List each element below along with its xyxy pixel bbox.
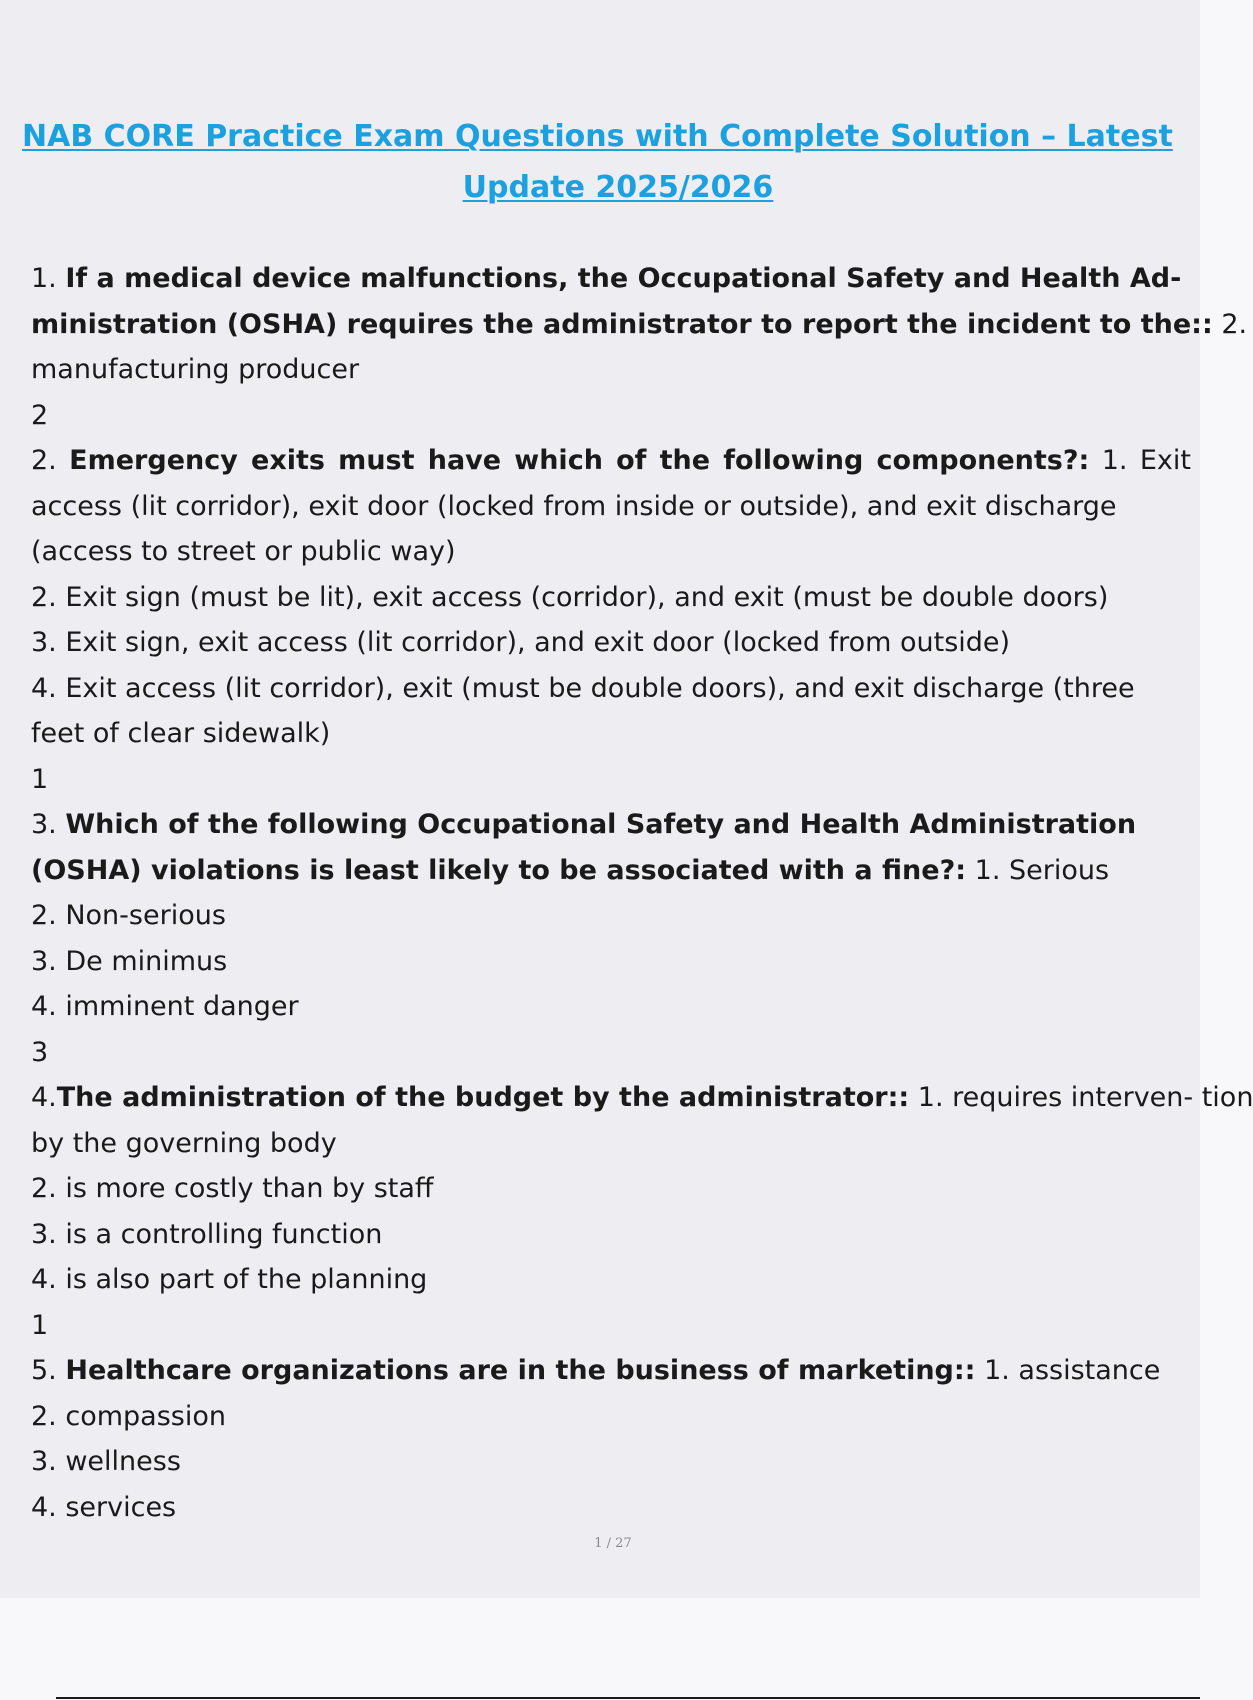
question-3-line-1: 3. Which of the following Occupational Safety and Health Administration <box>31 809 1137 840</box>
question-3-answer: 3 <box>31 1036 49 1068</box>
page-indicator: 1 / 27 <box>594 1536 632 1551</box>
question-1-answer: 2 <box>31 399 49 431</box>
question-4-option-4: 4. is also part of the planning <box>31 1264 428 1295</box>
question-3-option-3: 3. De minimus <box>31 945 228 977</box>
question-3-line-2: (OSHA) violations is least likely to be associated with a fine?: 1. Serious <box>31 854 1110 886</box>
question-3-option-2: 2. Non-serious <box>31 900 226 931</box>
document-title-line2: Update 2025/2026 <box>462 170 774 205</box>
question-2-option-4: 4. Exit access (lit corridor), exit (must be double doors), and exit discharge (three <box>31 672 1135 704</box>
question-2-option-2: 2. Exit sign (must be lit), exit access (corridor), and exit (must be double doors) <box>31 581 1109 613</box>
question-3-option-4: 4. imminent danger <box>31 991 299 1022</box>
question-5-line-1: 5. Healthcare organizations are in the business of marketing:: 1. assistance <box>31 1355 1161 1386</box>
question-1-line-1: 1. If a medical device malfunctions, the Occupational Safety and Health Ad- <box>31 263 1182 294</box>
question-4-line-1: 4.The administration of the budget by the administrator:: 1. requires interven- tion <box>31 1082 1253 1113</box>
question-2-line-1: 2. Emergency exits must have which of the following components?: 1. Exit <box>31 445 1191 476</box>
question-2-option-4-cont: feet of clear sidewalk) <box>31 718 331 749</box>
document-title: NAB CORE Practice Exam Questions with Complete Solution – Latest <box>22 119 1173 154</box>
question-2-line-3: (access to street or public way) <box>31 536 456 567</box>
questions-content <box>31 256 1253 1530</box>
question-4-line-2: by the governing body <box>31 1127 337 1159</box>
question-2-option-3: 3. Exit sign, exit access (lit corridor), and exit door (locked from outside) <box>31 627 1011 658</box>
question-4-option-3: 3. is a controlling function <box>31 1218 383 1250</box>
next-page-area <box>0 1598 1200 1700</box>
question-5-option-4: 4. services <box>31 1491 177 1523</box>
question-1-line-3: manufacturing producer <box>31 354 360 385</box>
bottom-divider <box>56 1697 1200 1699</box>
question-4-option-2: 2. is more costly than by staff <box>31 1173 434 1204</box>
question-5-option-3: 3. wellness <box>31 1446 181 1477</box>
question-1-line-2: ministration (OSHA) requires the administrator to report the incident to the:: 2. <box>31 308 1248 340</box>
question-2-line-2: access (lit corridor), exit door (locked from inside or outside), and exit discharge <box>31 490 1117 522</box>
question-2-answer: 1 <box>31 763 49 795</box>
question-4-answer: 1 <box>31 1309 49 1341</box>
question-5-option-2: 2. compassion <box>31 1400 226 1432</box>
